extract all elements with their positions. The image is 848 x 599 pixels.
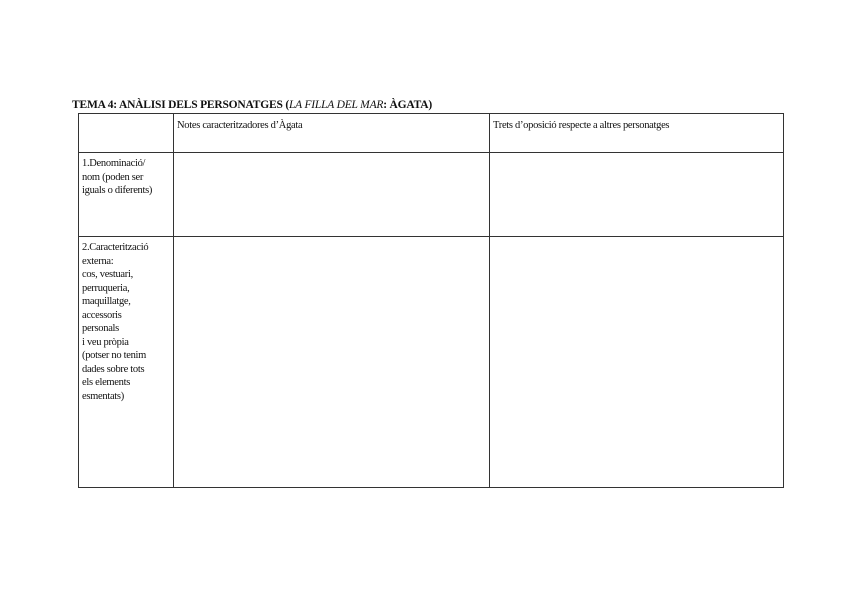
opposition-cell-denomination[interactable]	[490, 153, 784, 237]
row-label-line: els elements	[82, 377, 131, 388]
row-label-line: personals	[82, 323, 119, 334]
row-label-line: 1.Denominació/	[82, 158, 146, 169]
opposition-cell-external-characterization[interactable]	[490, 237, 784, 488]
row-label-line: dades sobre tots	[82, 363, 145, 375]
row-label-line: perruqueria,	[82, 282, 130, 294]
row-label-line: (potser no tenim	[82, 350, 147, 361]
row-label-line: maquillatge,	[82, 296, 131, 307]
header-cell-notes: Notes caracteritzadores d’Àgata	[174, 114, 490, 153]
table-row-denomination	[79, 153, 784, 237]
row-label-line: cos, vestuari,	[82, 269, 133, 280]
title-suffix: : ÀGATA)	[383, 99, 432, 111]
row-label-line: esmentats)	[82, 390, 124, 402]
row-label-line: accessoris	[82, 309, 122, 321]
character-analysis-table	[78, 113, 784, 488]
notes-cell-external-characterization[interactable]	[174, 237, 490, 488]
worksheet-title	[72, 99, 432, 111]
header-cell-opposition: Trets d’oposició respecte a altres personatges	[490, 114, 784, 153]
row-label-line: i veu pròpia	[82, 336, 129, 348]
title-work-name: LA FILLA DEL MAR	[288, 99, 384, 111]
row-label-line: 2.Caracterització	[82, 242, 149, 253]
row-label-external-characterization	[79, 237, 174, 488]
header-cell-empty	[79, 114, 174, 153]
notes-cell-denomination[interactable]	[174, 153, 490, 237]
row-label-line: externa:	[82, 255, 114, 267]
table-row-external-characterization	[79, 237, 784, 488]
row-label-denomination	[79, 153, 174, 237]
title-prefix: TEMA 4: ANÀLISI DELS PERSONATGES (	[72, 99, 289, 111]
row-label-line: iguals o diferents)	[82, 185, 153, 196]
row-label-line: nom (poden ser	[82, 171, 144, 183]
table-header-row	[79, 114, 784, 153]
